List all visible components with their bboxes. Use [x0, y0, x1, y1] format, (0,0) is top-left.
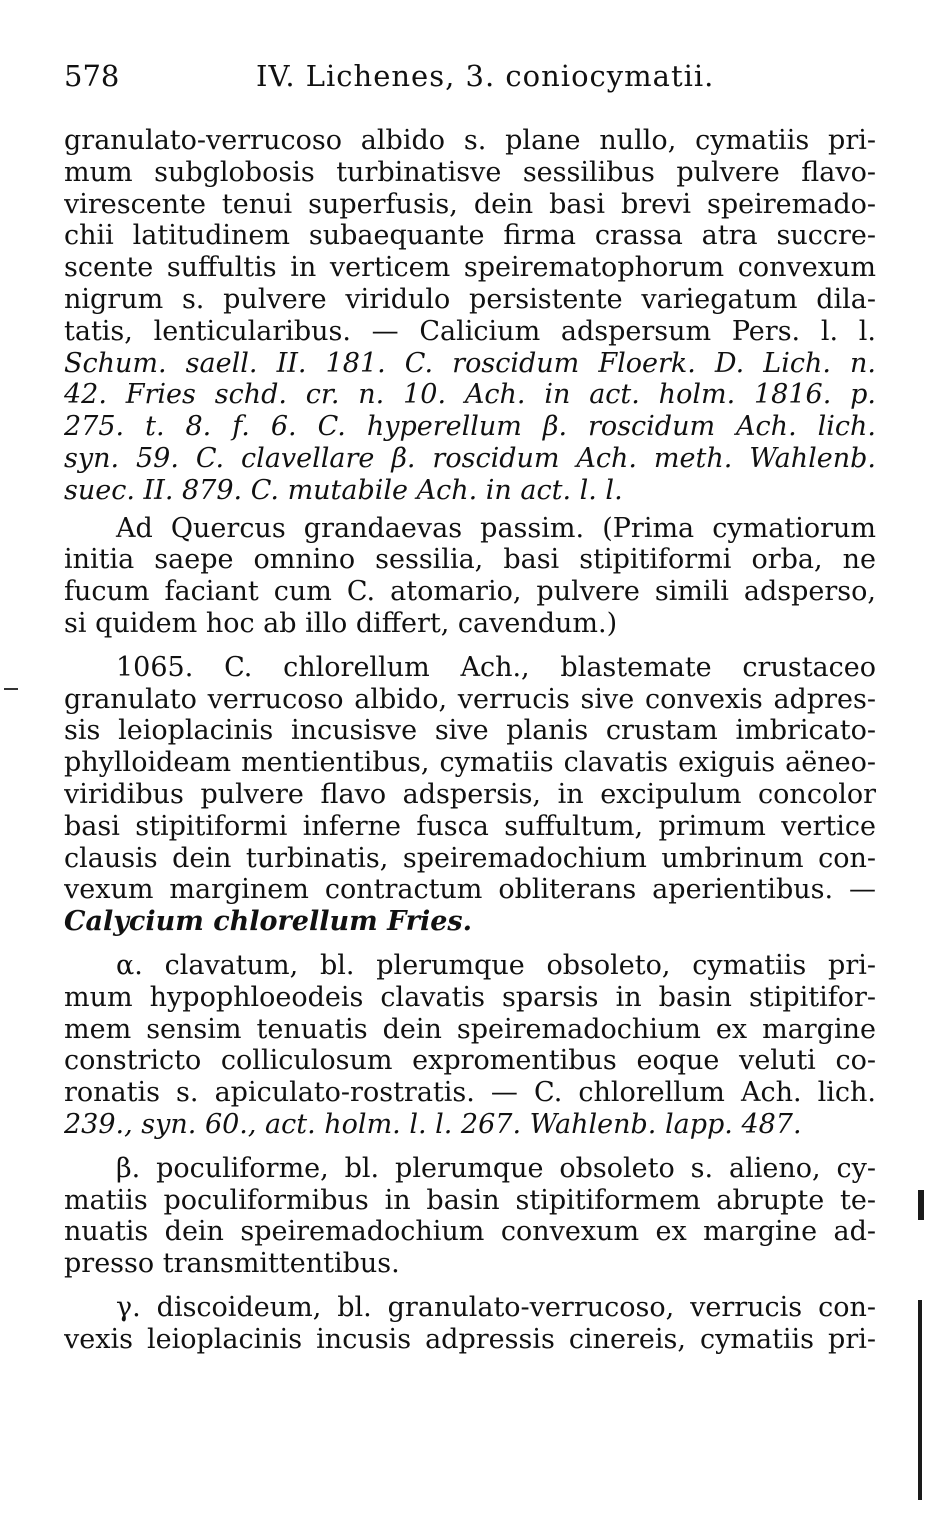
binding-edge-mark — [918, 1190, 924, 1220]
text-line: Calycium chlorellum Fries. — [64, 906, 473, 938]
text-line: mum subglobosis turbinatisve sessilibus pulvere flavo- — [64, 156, 876, 188]
binding-edge-mark — [918, 1300, 922, 1500]
text-line: vexum marginem contractum obliterans aperientibus. — — [64, 874, 876, 906]
text-line: tatis, lenticularibus. — Calicium adspersum Pers. l. l. — [64, 315, 876, 347]
text-line: nigrum s. pulvere viridulo persistente variegatum dila- — [64, 283, 876, 315]
text-line: suec. II. 879. C. mutabile Ach. in act. l. l. — [64, 474, 623, 506]
margin-mark — [4, 688, 18, 690]
text-line: fucum faciant cum C. atomario, pulvere simili adsperso, — [64, 576, 876, 608]
text-line: mum hypophloeodeis clavatis sparsis in basin stipitifor- — [64, 981, 876, 1013]
text-line: granulato-verrucoso albido s. plane nullo, cymatiis pri- — [64, 125, 876, 156]
text-line: Schum. saell. II. 181. C. roscidum Floerk. D. Lich. n. — [64, 347, 876, 379]
text-line: ronatis s. apiculato-rostratis. — C. chlorellum Ach. lich. — [64, 1077, 876, 1109]
text-line: Ad Quercus grandaevas passim. (Prima cymatiorum — [116, 512, 876, 544]
body-text — [64, 125, 876, 1355]
variety-gamma-line: γ. discoideum, bl. granulato-verrucoso, verrucis con- — [116, 1291, 876, 1323]
text-line: matiis poculiformibus in basin stipitiformem abrupte te- — [64, 1184, 876, 1216]
text-line: constricto colliculosum expromentibus eoque veluti co- — [64, 1045, 876, 1077]
spacer — [64, 938, 876, 950]
text-line: 239., syn. 60., act. holm. l. l. 267. Wahlenb. lapp. 487. — [64, 1108, 802, 1140]
text-line: chii latitudinem subaequante firma crassa atra succre- — [64, 220, 876, 252]
page-number: 578 — [64, 59, 120, 93]
running-title: IV. Lichenes, 3. coniocymatii. — [256, 59, 715, 93]
spacer — [64, 640, 876, 652]
running-header — [64, 56, 874, 96]
spacer — [64, 1280, 876, 1292]
text-line: viridibus pulvere flavo adspersis, in excipulum concolor — [64, 778, 876, 810]
text-line: nuatis dein speiremadochium convexum ex margine ad- — [64, 1216, 876, 1248]
text-line: basi stipitiformi inferne fusca suffultum, primum vertice — [64, 810, 876, 842]
text-line: phylloideam mentientibus, cymatiis clavatis exiguis aëneo- — [64, 747, 876, 779]
text-line: si quidem hoc ab illo differt, cavendum.) — [64, 607, 618, 639]
variety-beta-line: β. poculiforme, bl. plerumque obsoleto s. alieno, cy- — [116, 1152, 876, 1184]
text-line: presso transmittentibus. — [64, 1248, 400, 1280]
text-line: sis leioplacinis incusisve sive planis crustam imbricato- — [64, 715, 876, 747]
text-line: syn. 59. C. clavellare β. roscidum Ach. meth. Wahlenb. — [64, 442, 876, 474]
text-line: virescente tenui superfusis, dein basi brevi speiremado- — [64, 188, 876, 220]
text-line: clausis dein turbinatis, speiremadochium umbrinum con- — [64, 842, 876, 874]
spacer — [64, 1141, 876, 1153]
text-line: 275. t. 8. f. 6. C. hyperellum β. roscidum Ach. lich. — [64, 411, 876, 443]
text-line: 42. Fries schd. cr. n. 10. Ach. in act. holm. 1816. p. — [64, 379, 876, 411]
text-line: initia saepe omnino sessilia, basi stipitiformi orba, ne — [64, 544, 876, 576]
text-line: vexis leioplacinis incusis adpressis cinereis, cymatiis pri- — [64, 1323, 876, 1355]
text-line: granulato verrucoso albido, verrucis sive convexis adpres- — [64, 683, 876, 715]
text-line: scente suffultis in verticem speirematophorum convexum — [64, 252, 876, 284]
species-heading-line: 1065. C. chlorellum Ach., blastemate crustaceo — [116, 651, 876, 683]
variety-alpha-line: α. clavatum, bl. plerumque obsoleto, cymatiis pri- — [116, 949, 876, 981]
text-line: mem sensim tenuatis dein speiremadochium ex margine — [64, 1013, 876, 1045]
